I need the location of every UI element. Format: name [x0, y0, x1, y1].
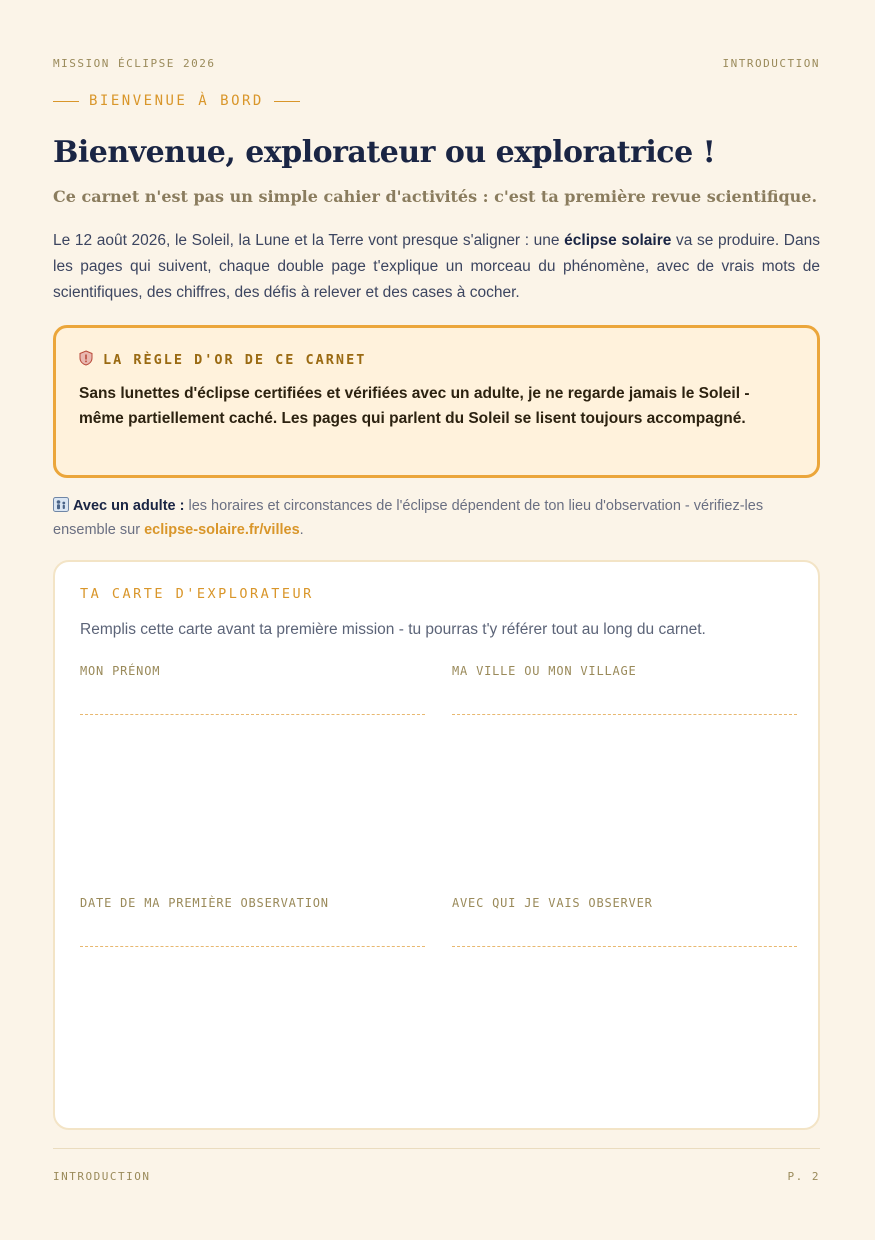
observe-with-input[interactable]: [452, 930, 797, 946]
observation-date-input[interactable]: [80, 930, 425, 946]
golden-rule-text: Sans lunettes d'éclipse certifiées et vérifiées avec un adulte, je ne regarde jamais le Soleil - même partiellement caché. Les pages qui parlent du Soleil se lisent toujours accompagné.: [79, 385, 750, 427]
field-dashed-line: [452, 714, 797, 715]
field-observe-with: [452, 896, 797, 947]
explorer-card-title: TA CARTE D'EXPLORATEUR: [80, 586, 314, 602]
page-header: [53, 57, 820, 70]
kicker-text: BIENVENUE À BORD: [89, 93, 264, 109]
field-label: MON PRÉNOM: [80, 664, 161, 678]
field-dashed-line: [80, 946, 425, 947]
field-dashed-line: [452, 946, 797, 947]
intro-text-end: va se produire. Dans les pages qui suivent, chaque double page t'explique un morceau du phénomène, avec de vrais mots de scientifiques, des chiffres, des défis à relever et des cases à cocher.: [53, 232, 820, 301]
eclipse-cities-link[interactable]: eclipse-solaire.fr/villes: [144, 522, 300, 538]
family-icon: [53, 497, 69, 519]
adult-note: [53, 495, 820, 541]
intro-paragraph: [53, 228, 820, 306]
adult-note-end: .: [299, 522, 304, 538]
page-number: P. 2: [787, 1170, 820, 1183]
page-footer: [53, 1170, 820, 1183]
shield-icon: [79, 350, 93, 370]
kicker-dash-right: [274, 101, 300, 102]
field-label: MA VILLE OU MON VILLAGE: [452, 664, 637, 678]
golden-rule-header: [79, 350, 794, 370]
kicker-dash-left: [53, 101, 79, 102]
footer-section-label: INTRODUCTION: [53, 1170, 151, 1183]
field-label: DATE DE MA PREMIÈRE OBSERVATION: [80, 896, 329, 910]
field-first-name: [80, 664, 425, 715]
page-title: Bienvenue, explorateur ou exploratrice !: [53, 135, 716, 170]
field-label: AVEC QUI JE VAIS OBSERVER: [452, 896, 653, 910]
field-first-observation-date: [80, 896, 425, 947]
field-town: [452, 664, 797, 715]
header-section-label: INTRODUCTION: [722, 57, 820, 70]
footer-divider: [53, 1148, 820, 1149]
header-mission-label: MISSION ÉCLIPSE 2026: [53, 57, 216, 70]
intro-text-start: Le 12 août 2026, le Soleil, la Lune et la Terre vont presque s'aligner : une: [53, 232, 565, 249]
page-subtitle: Ce carnet n'est pas un simple cahier d'activités : c'est ta première revue scientifique.: [53, 187, 818, 206]
adult-note-label: Avec un adulte :: [73, 498, 185, 514]
golden-rule-title: LA RÈGLE D'OR DE CE CARNET: [103, 352, 367, 368]
intro-highlight: éclipse solaire: [564, 232, 672, 249]
golden-rule-box: [53, 325, 820, 478]
explorer-card-intro: Remplis cette carte avant ta première mission - tu pourras t'y référer tout au long du carnet.: [80, 621, 706, 638]
first-name-input[interactable]: [80, 698, 425, 714]
section-kicker: [53, 93, 300, 109]
adult-note-text: les horaires et circonstances de l'éclipse dépendent de ton lieu d'observation - vérifiez-les ensemble sur: [53, 498, 764, 538]
field-dashed-line: [80, 714, 425, 715]
town-input[interactable]: [452, 698, 797, 714]
explorer-card: [53, 560, 820, 1130]
